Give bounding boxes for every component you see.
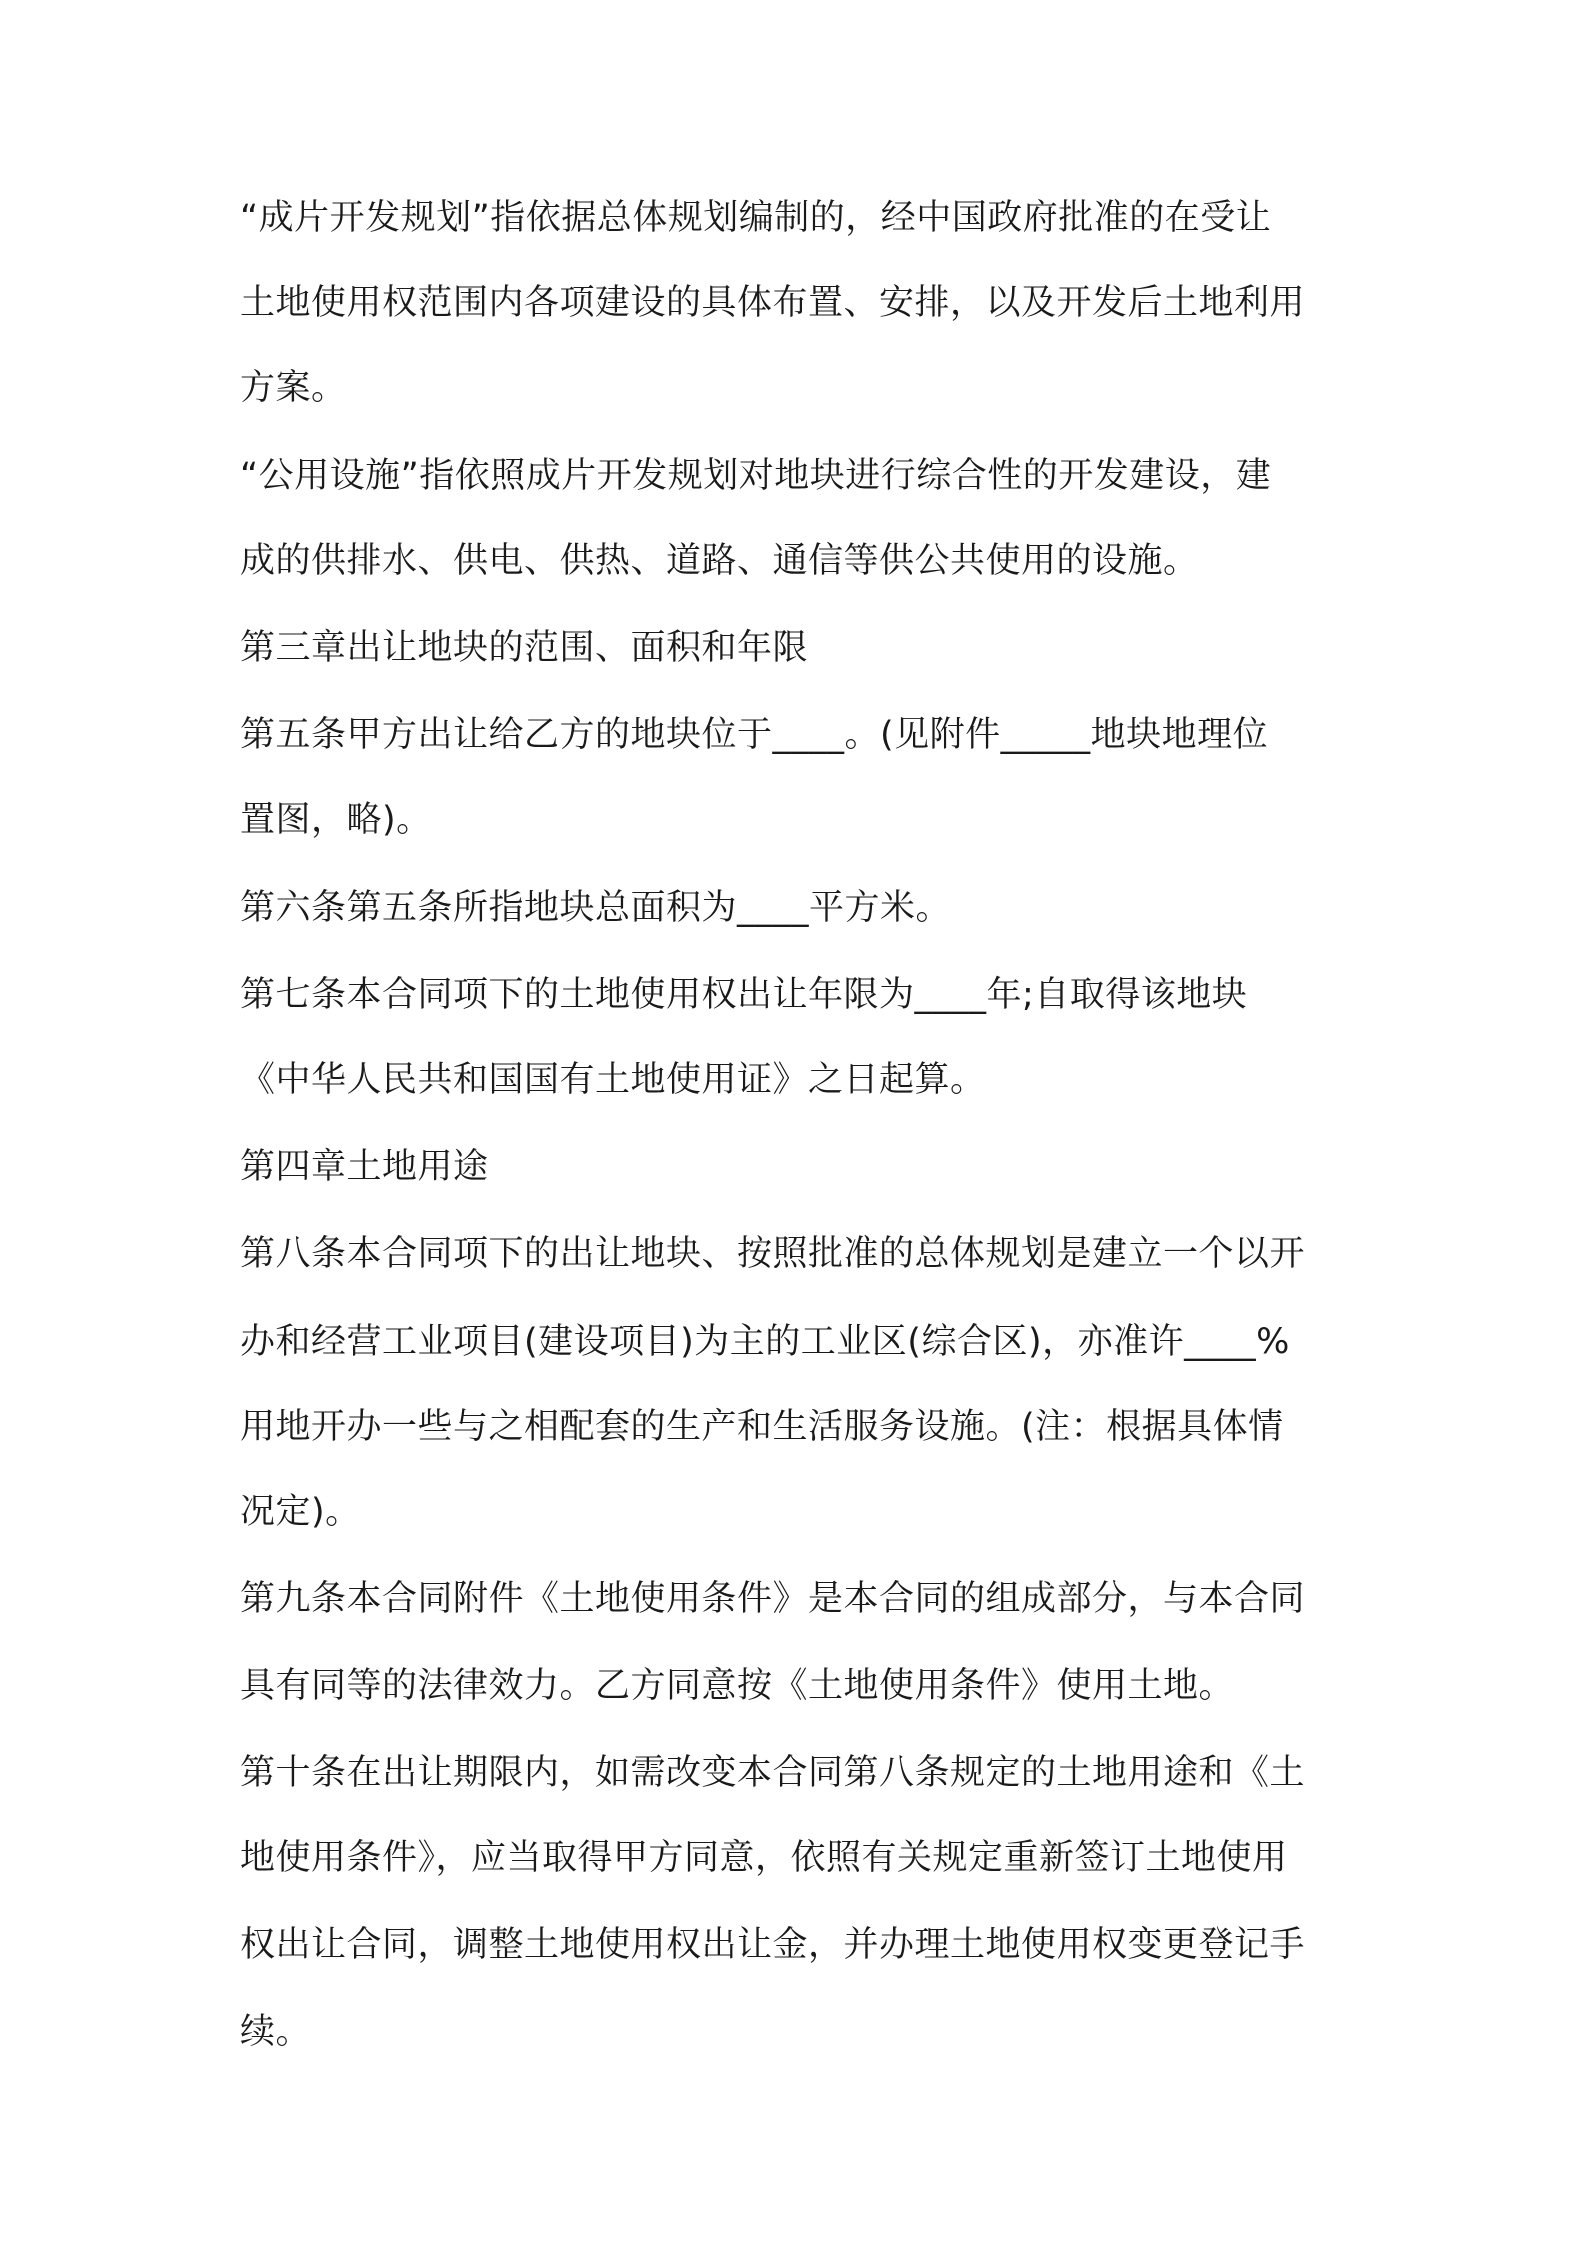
paragraph-line: 况定)。: [240, 1492, 361, 1532]
paragraph-line: 第九条本合同附件《土地使用条件》是本合同的组成部分，与本合同: [240, 1579, 1306, 1619]
paragraph-line: “公用设施”指依照成片开发规划对地块进行综合性的开发建设，建: [240, 456, 1272, 496]
paragraph-line: 续。: [240, 2012, 312, 2052]
paragraph-line: 第十条在出让期限内，如需改变本合同第八条规定的土地用途和《土: [240, 1753, 1306, 1793]
chapter-heading: 第三章出让地块的范围、面积和年限: [240, 628, 809, 668]
paragraph-line: 第七条本合同项下的土地使用权出让年限为____年;自取得该地块: [240, 975, 1248, 1015]
paragraph-line: 置图，略)。: [240, 800, 432, 840]
paragraph-line: 第五条甲方出让给乙方的地块位于____。(见附件_____地块地理位: [240, 715, 1269, 755]
paragraph-line: 权出让合同，调整土地使用权出让金，并办理土地使用权变更登记手: [240, 1925, 1306, 1965]
paragraph-line: “成片开发规划”指依据总体规划编制的，经中国政府批准的在受让: [240, 198, 1272, 238]
paragraph-line: 第八条本合同项下的出让地块、按照批准的总体规划是建立一个以开: [240, 1234, 1306, 1274]
paragraph-line: 《中华人民共和国国有土地使用证》之日起算。: [240, 1060, 986, 1100]
paragraph-line: 办和经营工业项目(建设项目)为主的工业区(综合区)，亦准许____%: [240, 1322, 1290, 1362]
paragraph-line: 第六条第五条所指地块总面积为____平方米。: [240, 888, 952, 928]
paragraph-line: 成的供排水、供电、供热、道路、通信等供公共使用的设施。: [240, 541, 1199, 581]
chapter-heading: 第四章土地用途: [240, 1147, 489, 1187]
paragraph-line: 方案。: [240, 368, 347, 408]
paragraph-line: 用地开办一些与之相配套的生产和生活服务设施。(注：根据具体情: [240, 1407, 1284, 1447]
paragraph-line: 土地使用权范围内各项建设的具体布置、安排，以及开发后土地利用: [240, 283, 1306, 323]
paragraph-line: 地使用条件》，应当取得甲方同意，依照有关规定重新签订土地使用: [240, 1838, 1288, 1878]
paragraph-line: 具有同等的法律效力。乙方同意按《土地使用条件》使用土地。: [240, 1666, 1235, 1706]
